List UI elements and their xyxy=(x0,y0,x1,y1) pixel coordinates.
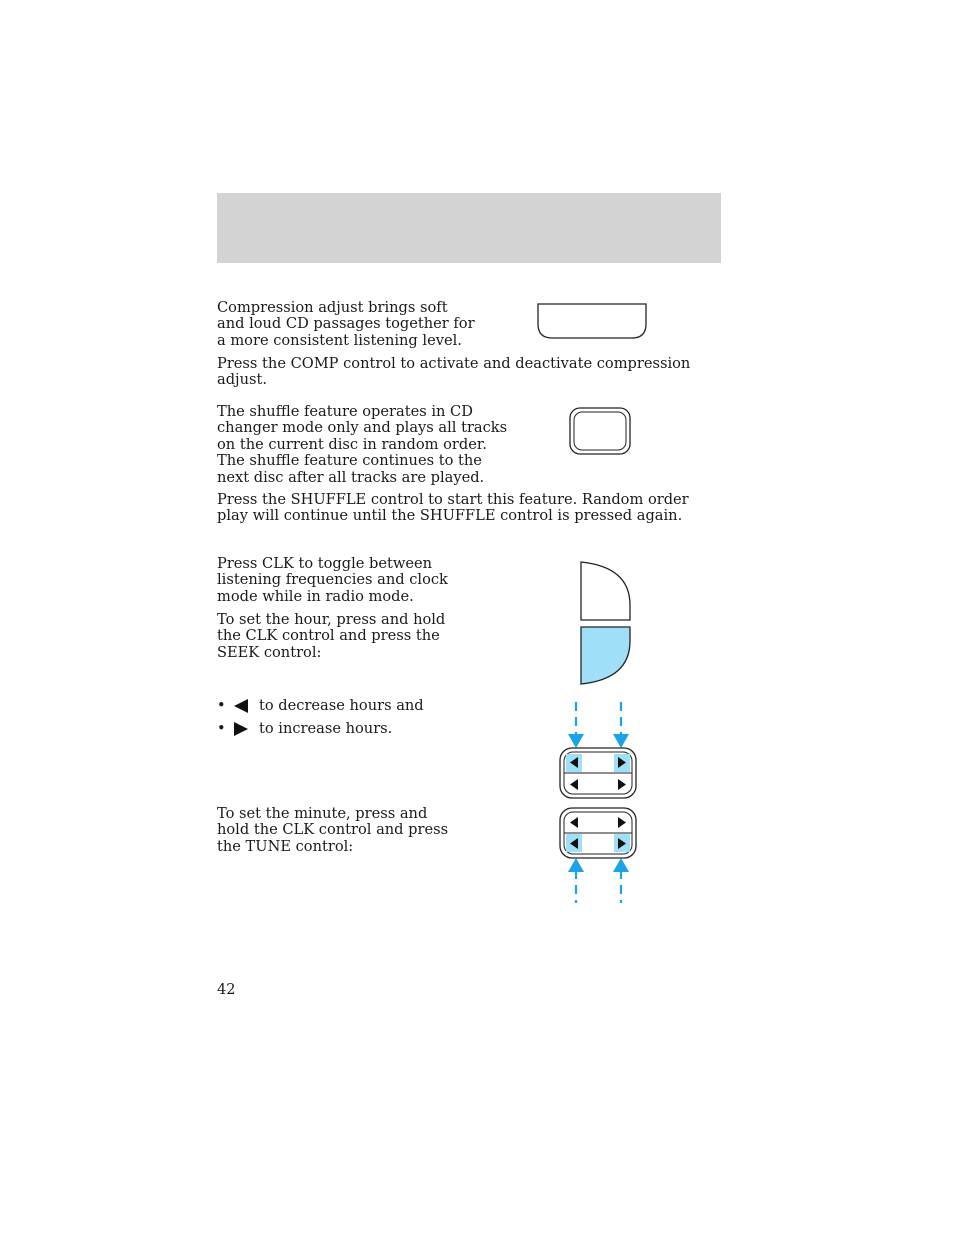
clk-description: Press CLK to toggle between listening frequencies and clock mode while in radio mode. xyxy=(217,555,448,605)
shuffle-description: The shuffle feature operates in CD changer mode only and plays all tracks on the current disc in random order. The shuffle feature continues to the next disc after all tracks are played. xyxy=(217,403,508,486)
comp-description: Compression adjust brings soft and loud CD passages together for a more consistent listening level. xyxy=(217,299,475,349)
clk-minute-instruction: To set the minute, press and hold the CLK control and press the TUNE control: xyxy=(217,805,449,855)
page-number: 42 xyxy=(217,981,236,998)
bullet-increase-label: to increase hours. xyxy=(259,720,393,737)
clk-button-icon xyxy=(578,559,634,687)
shuffle-instruction: Press the SHUFFLE control to start this feature. Random order play will continue until the SHUFFLE control is pressed again. xyxy=(217,491,689,525)
seek-rocker-icon xyxy=(558,700,640,802)
tune-rocker-icon xyxy=(558,806,640,906)
shuffle-button-icon xyxy=(568,406,634,458)
left-triangle-icon xyxy=(233,698,259,714)
bullet-decrease: • to decrease hours and xyxy=(217,697,424,714)
clk-hour-instruction: To set the hour, press and hold the CLK control and press the SEEK control: xyxy=(217,611,446,661)
bullet-decrease-label: to decrease hours and xyxy=(259,697,424,714)
header-band xyxy=(217,193,721,263)
comp-button-icon xyxy=(536,302,650,342)
comp-instruction: Press the COMP control to activate and deactivate compression adjust. xyxy=(217,355,691,389)
bullet-increase: • to increase hours. xyxy=(217,720,393,737)
right-triangle-icon xyxy=(233,721,259,737)
